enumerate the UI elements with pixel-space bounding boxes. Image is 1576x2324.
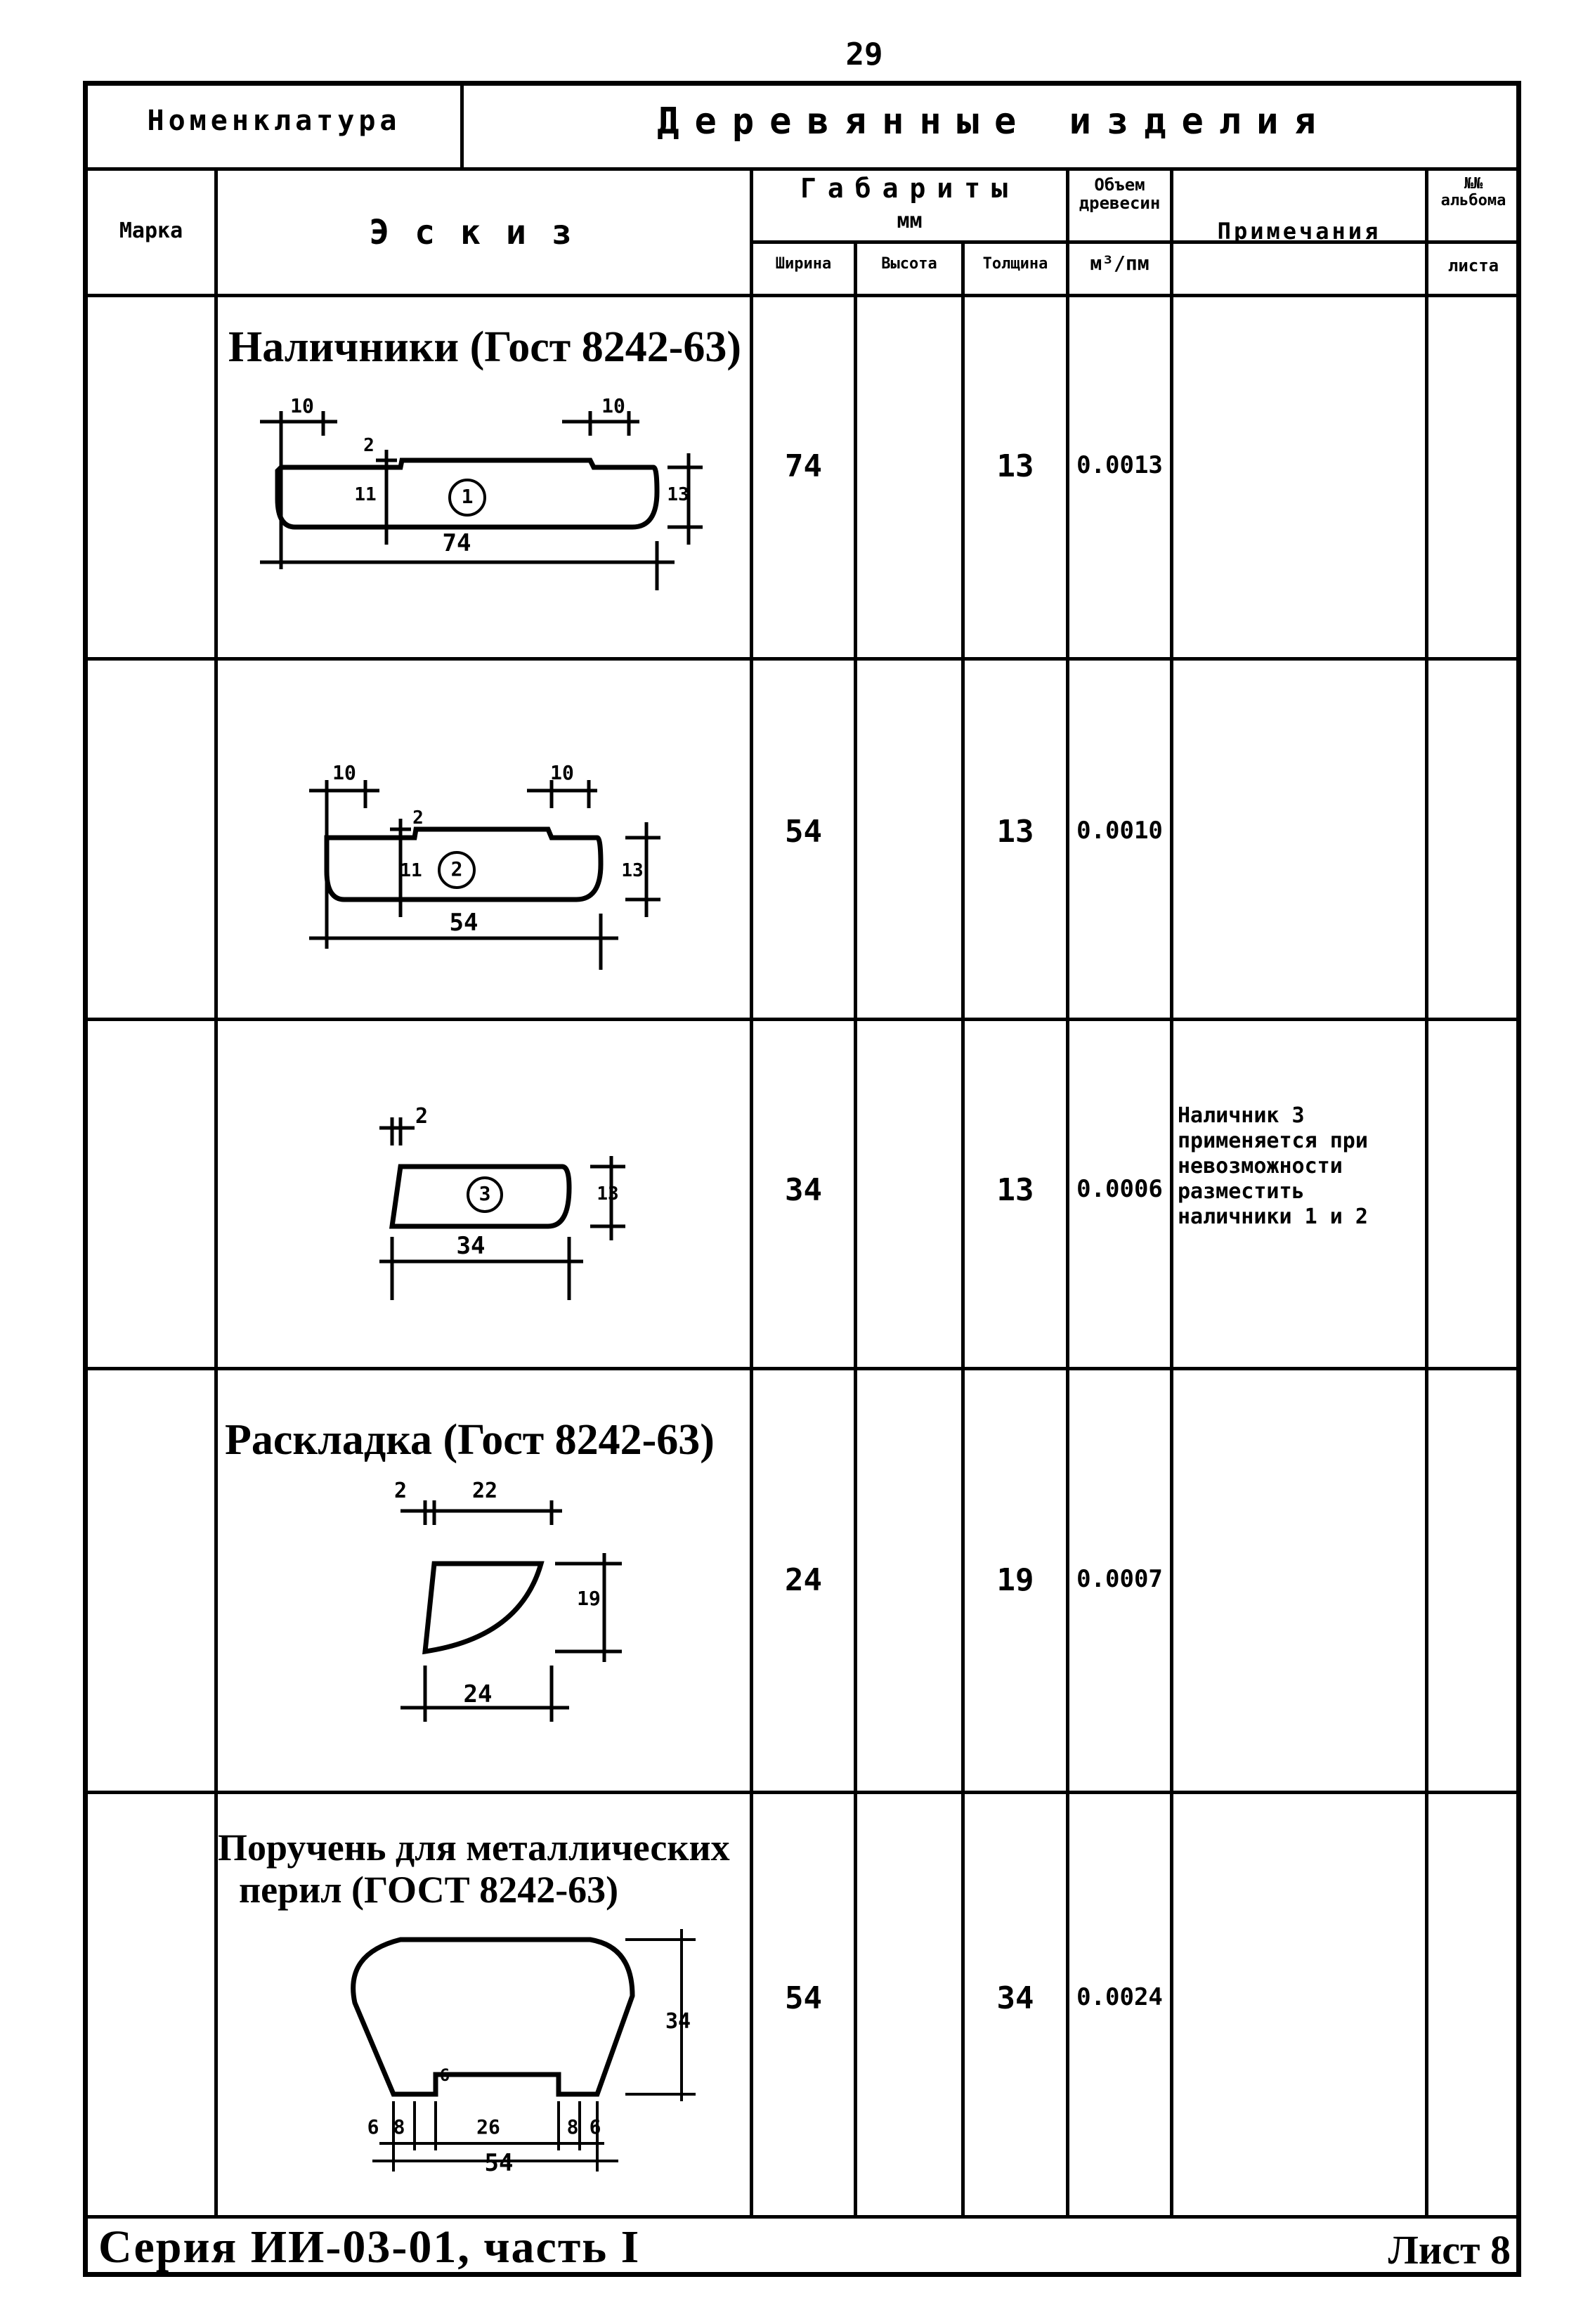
row5-volume: 0.0024 (1076, 1983, 1163, 2011)
volume-unit-divider (1066, 240, 1171, 244)
col-sheet-header: листа (1447, 256, 1499, 275)
row3-note: Наличник 3 применяется при невозможности разместить наличники 1 и 2 (1178, 1103, 1368, 1229)
col-height-header: Высота (881, 255, 937, 273)
layout-section-title: Раскладка (Гост 8242-63) (225, 1416, 715, 1464)
s1-dim-width: 74 (442, 529, 471, 557)
row-divider-3 (83, 1367, 1521, 1370)
nomenclature-divider (460, 81, 464, 169)
row-divider-4 (83, 1791, 1521, 1794)
row-divider-1b (750, 657, 1521, 661)
nomenclature-label: Номенклатура (147, 105, 401, 137)
s4-dim-width: 24 (463, 1680, 493, 1708)
s5-dim-d3: 26 (476, 2115, 500, 2138)
col-width-header: Ширина (775, 255, 832, 273)
row2-thickness: 13 (996, 814, 1034, 850)
s5-dim-width: 54 (484, 2149, 514, 2177)
row1-width: 74 (785, 448, 822, 484)
s5-dim-height: 34 (665, 2009, 691, 2034)
col-notes-divider (1425, 167, 1428, 2216)
column-header-bottom (83, 294, 1521, 297)
row2-volume: 0.0010 (1076, 817, 1163, 845)
s5-dim-d5: 6 (589, 2115, 601, 2138)
row-divider-1 (83, 657, 752, 661)
sketch-handrail (323, 1911, 731, 2207)
col-dims-unit: мм (897, 209, 923, 233)
s1-number: 1 (461, 485, 474, 508)
col-height-divider (961, 240, 965, 2216)
header-divider (83, 167, 1521, 171)
s4-dim-top: 22 (471, 1479, 498, 1503)
document-title: Деревянные изделия (657, 100, 1331, 143)
album-sheet-divider (1425, 240, 1521, 244)
col-volume-unit: м³/пм (1090, 252, 1150, 275)
s2-dim-top-left: 10 (332, 761, 356, 784)
row4-width: 24 (785, 1562, 822, 1598)
casings-section-title: Наличники (Гост 8242-63) (228, 323, 742, 371)
s4-dim-height: 19 (577, 1587, 601, 1610)
s1-dim-inner: 11 (354, 484, 377, 505)
col-mark-header: Марка (119, 219, 183, 243)
handrail-section-title-2: перил (ГОСТ 8242-63) (239, 1869, 619, 1911)
col-width-divider (854, 240, 857, 2216)
s5-dim-d1: 6 (367, 2115, 379, 2138)
s2-dim-height: 13 (621, 860, 644, 881)
s1-dim-height: 13 (667, 484, 689, 505)
series-label: Серия ИИ-03-01, часть I (98, 2221, 641, 2273)
s3-number: 3 (478, 1182, 491, 1205)
row3-thickness: 13 (996, 1172, 1034, 1208)
handrail-section-title-1: Поручень для металлических (218, 1826, 730, 1869)
sketch-layout (379, 1483, 675, 1750)
row4-thickness: 19 (996, 1562, 1034, 1598)
s3-dim-width: 34 (456, 1232, 486, 1260)
row5-thickness: 34 (996, 1980, 1034, 2016)
col-dims-header: Габариты (800, 173, 1020, 204)
row2-width: 54 (785, 814, 822, 850)
row-divider-2 (83, 1018, 1521, 1021)
s2-dim-top-right: 10 (550, 761, 574, 784)
sketch-casing-3 (365, 1103, 660, 1314)
col-album-header: №№ альбома (1440, 175, 1506, 210)
s1-dim-top-left: 10 (290, 394, 314, 417)
s2-dim-step: 2 (412, 807, 424, 829)
col-thickness-header: Толщина (982, 255, 1048, 273)
s2-dim-width: 54 (449, 909, 478, 937)
footer-divider (83, 2215, 1521, 2219)
col-mark-divider (214, 167, 218, 2216)
col-sketch-header: Эскиз (369, 213, 597, 252)
s5-dim-slot: 6 (439, 2065, 450, 2085)
row3-width: 34 (785, 1172, 822, 1208)
s4-dim-left: 2 (393, 1479, 408, 1503)
s2-number: 2 (450, 857, 463, 881)
s3-dim-top: 2 (415, 1104, 429, 1129)
sketch-casing-1 (239, 394, 731, 604)
row1-thickness: 13 (996, 448, 1034, 484)
row4-volume: 0.0007 (1076, 1565, 1163, 1593)
s5-dim-d4: 8 (566, 2115, 579, 2138)
s1-dim-top-right: 10 (601, 394, 625, 417)
col-volume-header: Объем древесин (1079, 175, 1161, 214)
s5-dim-d2: 8 (393, 2115, 405, 2138)
row3-volume: 0.0006 (1076, 1175, 1163, 1203)
row1-volume: 0.0013 (1076, 451, 1163, 479)
s1-dim-step: 2 (363, 435, 375, 456)
row5-width: 54 (785, 1980, 822, 2016)
col-volume-divider (1170, 167, 1173, 2216)
s3-dim-height: 13 (597, 1183, 619, 1205)
s2-dim-inner: 11 (400, 860, 422, 881)
col-notes-header: Примечания (1217, 218, 1381, 245)
sheet-label: Лист 8 (1388, 2227, 1511, 2273)
page-number: 29 (845, 37, 883, 72)
